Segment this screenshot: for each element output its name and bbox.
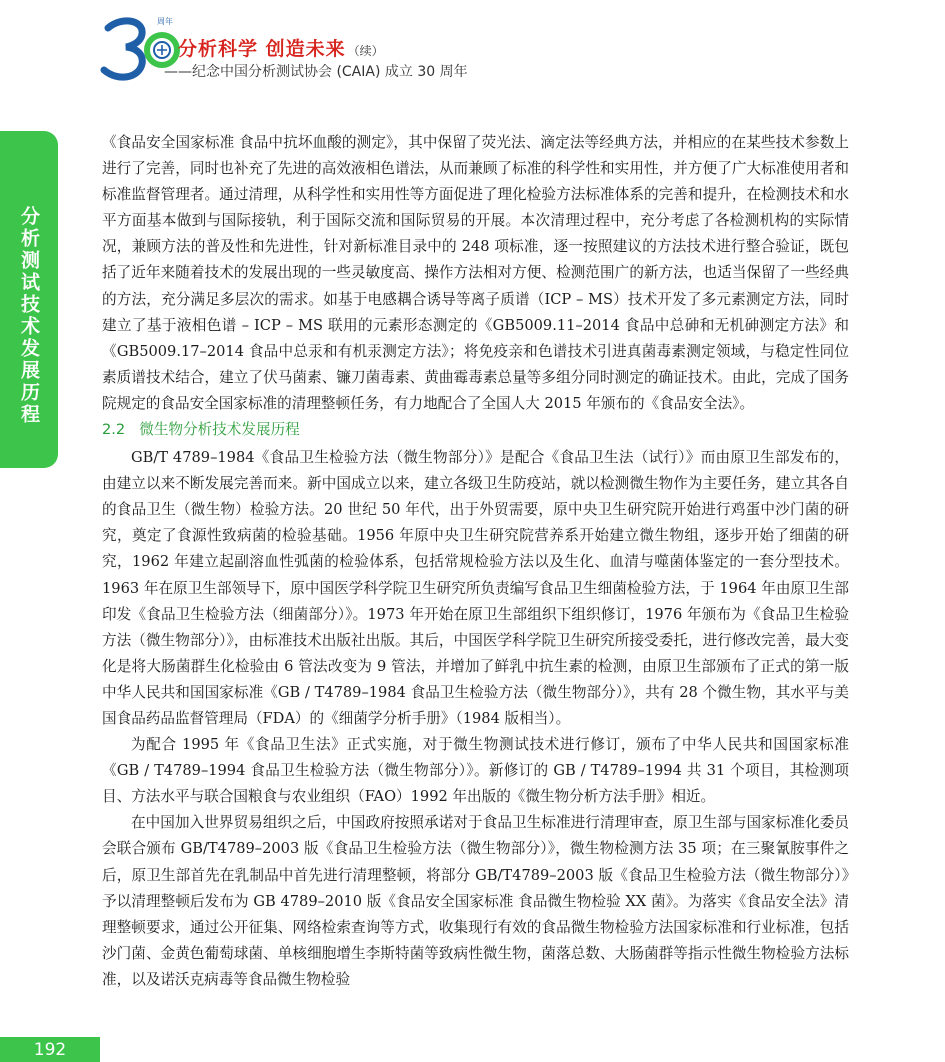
body-paragraph: GB/T 4789–1984《食品卫生检验方法（微生物部分）》是配合《食品卫生法（试行）》而由原卫生部发布的，由建立以来不断发展完善而来。新中国成立以来，建立各级卫生防疫站，就以检测微生物作为主要任务，建立其各自的食品卫生（微生物）检验方法。20 世纪 50 年代，出于外贸需要，原中央卫生研究院开始进行鸡蛋中沙门菌的研究，奠定了食源性致病菌的检验基础。1956 年原中央卫生研究院营养系开始建立微生物组，逐步开始了细菌的研究，1962 年建立起副溶血性弧菌的检验体系，包括常规检验方法以及生化、血清与噬菌体鉴定的一套分型技术。1963 年在原卫生部领导下，原中国医学科学院卫生研究所负责编写食品卫生细菌检验方法，于 1964 年由原卫生部印发《食品卫生检验方法（细菌部分）》。1973 年开始在原卫生部组织下组织修订，1976 年颁布为《食品卫生检验方法（微生物部分）》，由标准技术出版社出版。其后，中国医学科学院卫生研究所接受委托，进行修改完善，最大变化是将大肠菌群生化检验由 6 管法改变为 9 管法，并增加了鲜乳中抗生素的检测，由原卫生部颁布了正式的第一版中华人民共和国国家标准《GB / T4789–1984 食品卫生检验方法（微生物部分）》，共有 28 个微生物，其水平与美国食品药品监督管理局（FDA）的《细菌学分析手册》（1984 版相当）。 [102, 449, 849, 727]
body-paragraph: 在中国加入世界贸易组织之后，中国政府按照承诺对于食品卫生标准进行清理审查，原卫生部与国家标准化委员会联合颁布 GB/T4789–2003 版《食品卫生检验方法（微生物部分）》，微生物检测方法 35 项；在三聚氰胺事件之后，原卫生部首先在乳制品中首先进行清理整顿，将部分 GB/T4789–2003 版《食品卫生检验方法（微生物部分）》予以清理整顿后发布为 GB 4789–2010 版《食品安全国家标准 食品微生物检验 XX 菌》。为落实《食品安全法》清理整顿要求，通过公开征集、网络检索查询等方式，收集现行有效的食品微生物检验方法国家标准和行业标准，包括沙门菌、金黄色葡萄球菌、单核细胞增生李斯特菌等致病性微生物，菌落总数、大肠菌群等指示性微生物检验方法标准，以及诺沃克病毒等食品微生物检验 [102, 814, 849, 988]
chapter-side-tab-label: 分析测试技术发展历程 [18, 206, 40, 426]
header-slogan [178, 34, 384, 61]
body-paragraph: 为配合 1995 年《食品卫生法》正式实施，对于微生物测试技术进行修订，颁布了中华人民共和国国家标准《GB / T4789–1994 食品卫生检验方法（微生物部分）》。新修订的 GB / T4789–1994 共 31 个项目，其检测项目、方法水平与联合国粮食与农业组织（FAO）1992 年出版的《微生物分析方法手册》相近。 [102, 736, 849, 806]
header-subtitle: ——纪念中国分析测试协会 (CAIA) 成立 30 周年 [164, 64, 468, 80]
logo-numeral-3 [104, 21, 142, 77]
body-paragraph: 《食品安全国家标准 食品中抗坏血酸的测定》，其中保留了荧光法、滴定法等经典方法，并相应的在某些技术参数上进行了完善，同时也补充了先进的高效液相色谱法，从而兼顾了标准的科学性和实用性，并方便了广大标准使用者和标准监督管理者。通过清理，从科学性和实用性等方面促进了理化检验方法标准体系的完善和提升，在检测技术和水平方面基本做到与国际接轨，利于国际交流和国际贸易的开展。本次清理过程中，充分考虑了各检测机构的实际情况，兼顾方法的普及性和先进性，针对新标准目录中的 248 项标准，逐一按照建议的方法技术进行整合验证，既包括了近年来随着技术的发展出现的一些灵敏度高、操作方法相对方便、检测范围广的新方法，也适当保留了一些经典的方法，充分满足多层次的需求。如基于电感耦合诱导等离子质谱（ICP – MS）技术开发了多元素测定方法，同时建立了基于液相色谱 – ICP – MS 联用的元素形态测定的《GB5009.11–2014 食品中总砷和无机砷测定方法》和《GB5009.17–2014 食品中总汞和有机汞测定方法》；将免疫亲和色谱技术引进真菌毒素测定领域，与稳定性同位素质谱技术结合，建立了伏马菌素、镰刀菌毒素、黄曲霉毒素总量等多组分同时测定的确证技术。由此，完成了国务院规定的食品安全国家标准的清理整顿任务，有力地配合了全国人大 2015 年颁布的《食品安全法》。 [102, 134, 849, 412]
slogan-text: 分析科学 创造未来 [178, 38, 346, 60]
page-number: 192 [33, 1040, 67, 1060]
slogan-continued: （续） [347, 44, 384, 58]
page-header [100, 14, 500, 84]
page-body [102, 130, 849, 993]
logo-anniversary-label: 周年 [157, 17, 173, 26]
section-heading [102, 417, 849, 445]
section-number: 2.2 [102, 421, 126, 439]
section-title: 微生物分析技术发展历程 [139, 421, 300, 439]
chapter-side-tab [0, 131, 58, 468]
